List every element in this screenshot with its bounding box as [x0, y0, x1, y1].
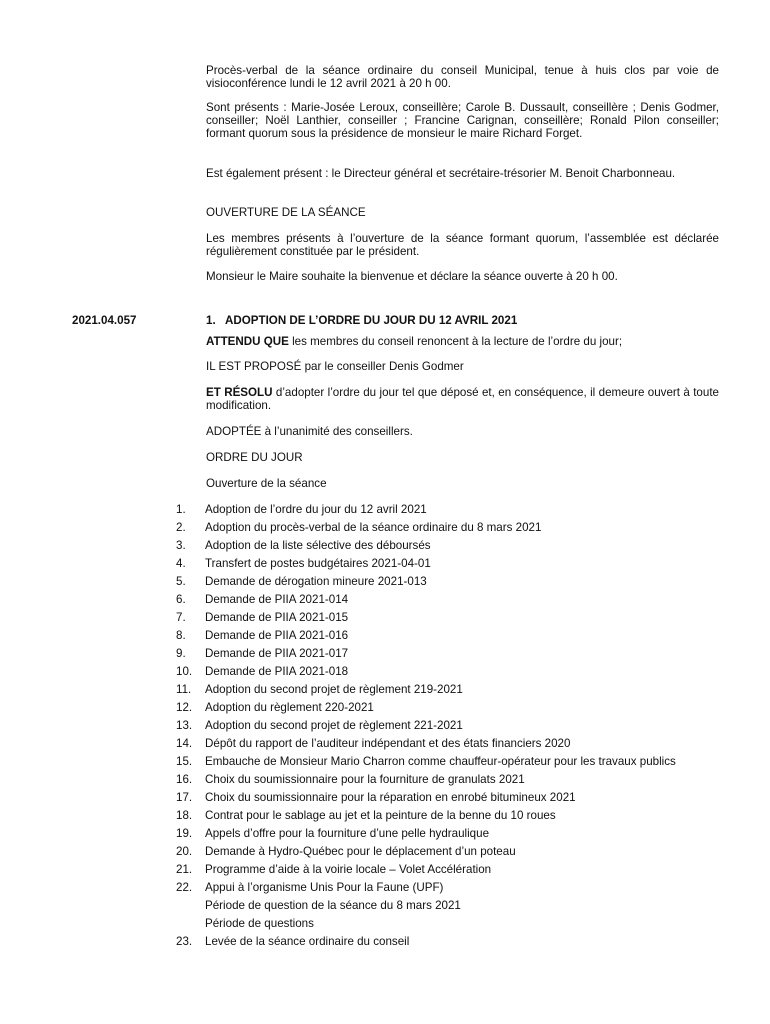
agenda-item-text: Adoption du second projet de règlement 219-2021 — [205, 683, 463, 696]
intro-paragraph-6 — [206, 270, 719, 283]
agenda-item-number: 13. — [176, 719, 193, 732]
agenda-item — [176, 521, 736, 534]
also-present-text: Est également présent : le Directeur général et secrétaire-trésorier M. Benoit Charbonneau. — [206, 167, 676, 180]
agenda-item-number: 9. — [176, 647, 186, 660]
agenda-item-text: Demande à Hydro-Québec pour le déplacement d’un poteau — [205, 845, 516, 858]
agenda-item-text: Demande de PIIA 2021-017 — [205, 647, 349, 660]
attendu-text: les membres du conseil renoncent à la lecture de l’ordre du jour; — [288, 335, 623, 348]
agenda-item — [176, 755, 736, 768]
agenda-item-number: 22. — [176, 881, 193, 894]
agenda-item-text: Demande de PIIA 2021-018 — [205, 665, 349, 678]
agenda-item-text: Embauche de Monsieur Mario Charron comme chauffeur-opérateur pour les travaux publics — [205, 755, 676, 768]
minutes-header-text: Procès-verbal de la séance ordinaire du conseil Municipal, tenue à huis clos par voie de visioconférence lundi le 12 avril 2021 à 20 h 00. — [206, 64, 719, 90]
agenda-item-number: 11. — [176, 683, 192, 696]
resolu-label: ET RÉSOLU — [206, 386, 273, 399]
resolution-title: ADOPTION DE L’ORDRE DU JOUR DU 12 AVRIL 2021 — [225, 314, 518, 327]
agenda-item — [176, 863, 736, 876]
agenda-item-text: Adoption du règlement 220-2021 — [205, 701, 374, 714]
agenda-item-text: Choix du soumissionnaire pour la réparation en enrobé bitumineux 2021 — [205, 791, 576, 804]
welcome-text: Monsieur le Maire souhaite la bienvenue et déclare la séance ouverte à 20 h 00. — [206, 270, 618, 283]
agenda-item-number: 17. — [176, 791, 193, 804]
agenda-item-number: 8. — [176, 629, 186, 642]
intro-paragraph-3 — [206, 167, 719, 180]
resolu-text: d’adopter l’ordre du jour tel que déposé et, en conséquence, il demeure ouvert à toute modification. — [206, 386, 719, 412]
agenda-item — [176, 647, 736, 660]
opening-heading: OUVERTURE DE LA SÉANCE — [206, 206, 366, 219]
agenda-item-text: Adoption du procès-verbal de la séance ordinaire du 8 mars 2021 — [205, 521, 542, 534]
attendu-paragraph — [206, 335, 719, 348]
agenda-item-text: Adoption du second projet de règlement 221-2021 — [205, 719, 463, 732]
ordre-paragraph — [206, 451, 719, 464]
intro-paragraph-2 — [206, 101, 719, 140]
agenda-item-number: 14. — [176, 737, 193, 750]
agenda-item — [176, 629, 736, 642]
opening-item: Ouverture de la séance — [206, 477, 327, 490]
agenda-item — [176, 827, 736, 840]
agenda-item-number: 15. — [176, 755, 193, 768]
quorum-text: Les membres présents à l’ouverture de la séance formant quorum, l’assemblée est déclarée régulièrement constituée par le président. — [206, 232, 719, 258]
agenda-item-number: 21. — [176, 863, 193, 876]
agenda-item-number: 4. — [176, 557, 186, 570]
agenda-item-text: Appels d’offre pour la fourniture d’une pelle hydraulique — [205, 827, 490, 840]
agenda-item-number: 18. — [176, 809, 193, 822]
agenda-item-text: Choix du soumissionnaire pour la fourniture de granulats 2021 — [205, 773, 525, 786]
agenda-item — [176, 593, 736, 606]
agenda-item-number: 3. — [176, 539, 186, 552]
resolu-paragraph — [206, 386, 719, 412]
agenda-item-number: 6. — [176, 593, 186, 606]
agenda-item-text: Période de question de la séance du 8 mars 2021 — [205, 899, 461, 912]
agenda-item-text: Dépôt du rapport de l’auditeur indépendant et des états financiers 2020 — [205, 737, 571, 750]
agenda-item-number: 23. — [176, 935, 193, 948]
agenda-item-number: 12. — [176, 701, 193, 714]
adoptee-text: ADOPTÉE à l’unanimité des conseillers. — [206, 425, 413, 438]
agenda-item — [176, 575, 736, 588]
resolution-item-number: 1. — [206, 314, 216, 327]
agenda-list — [176, 503, 736, 953]
intro-paragraph-4 — [206, 206, 719, 219]
agenda-item-text: Adoption de l’ordre du jour du 12 avril 2021 — [205, 503, 427, 516]
agenda-item-text: Demande de dérogation mineure 2021-013 — [205, 575, 427, 588]
attendu-label: ATTENDU QUE — [206, 335, 289, 348]
agenda-item-number: 5. — [176, 575, 186, 588]
agenda-item-text: Transfert de postes budgétaires 2021-04-01 — [205, 557, 431, 570]
agenda-item-text: Appui à l’organisme Unis Pour la Faune (UPF) — [205, 881, 444, 894]
agenda-item-text: Période de questions — [205, 917, 314, 930]
agenda-item-text: Demande de PIIA 2021-015 — [205, 611, 349, 624]
agenda-item — [176, 539, 736, 552]
agenda-item — [176, 791, 736, 804]
agenda-item-text: Demande de PIIA 2021-016 — [205, 629, 349, 642]
agenda-item — [176, 557, 736, 570]
agenda-item — [176, 611, 736, 624]
agenda-item — [176, 809, 736, 822]
propose-paragraph — [206, 360, 719, 373]
agenda-item — [176, 683, 736, 696]
intro-paragraph-1 — [206, 64, 719, 90]
attendees-text: Sont présents : Marie-Josée Leroux, conseillère; Carole B. Dussault, conseillère ; Denis Godmer, conseiller; Noël Lanthier, conseiller ; Francine Carignan, conseillère; Ronald Pilon conseiller; formant quorum sous la présidence de monsieur le maire Richard Forget. — [206, 101, 719, 140]
agenda-item-number: 2. — [176, 521, 186, 534]
propose-text: IL EST PROPOSÉ par le conseiller Denis Godmer — [206, 360, 464, 373]
agenda-item-number: 10. — [176, 665, 193, 678]
ouverture-paragraph — [206, 477, 719, 490]
agenda-item-number: 7. — [176, 611, 186, 624]
agenda-item — [176, 665, 736, 678]
agenda-item — [176, 503, 736, 516]
adoptee-paragraph — [206, 425, 719, 438]
agenda-item-text: Levée de la séance ordinaire du conseil — [205, 935, 410, 948]
agenda-item-number: 20. — [176, 845, 193, 858]
agenda-item-text: Demande de PIIA 2021-014 — [205, 593, 349, 606]
agenda-item-number: 16. — [176, 773, 193, 786]
agenda-item — [176, 719, 736, 732]
agenda-item — [176, 701, 736, 714]
agenda-item — [176, 899, 736, 912]
agenda-item — [176, 881, 736, 894]
agenda-heading: ORDRE DU JOUR — [206, 451, 303, 464]
resolution-number: 2021.04.057 — [72, 314, 137, 327]
agenda-item — [176, 845, 736, 858]
agenda-item-number: 1. — [176, 503, 186, 516]
agenda-item-text: Contrat pour le sablage au jet et la peinture de la benne du 10 roues — [205, 809, 556, 822]
agenda-item — [176, 935, 736, 948]
agenda-item — [176, 917, 736, 930]
agenda-item-text: Adoption de la liste sélective des déboursés — [205, 539, 431, 552]
agenda-item-number: 19. — [176, 827, 193, 840]
agenda-item — [176, 773, 736, 786]
agenda-item — [176, 737, 736, 750]
agenda-item-text: Programme d’aide à la voirie locale – Volet Accélération — [205, 863, 492, 876]
intro-paragraph-5 — [206, 232, 719, 258]
